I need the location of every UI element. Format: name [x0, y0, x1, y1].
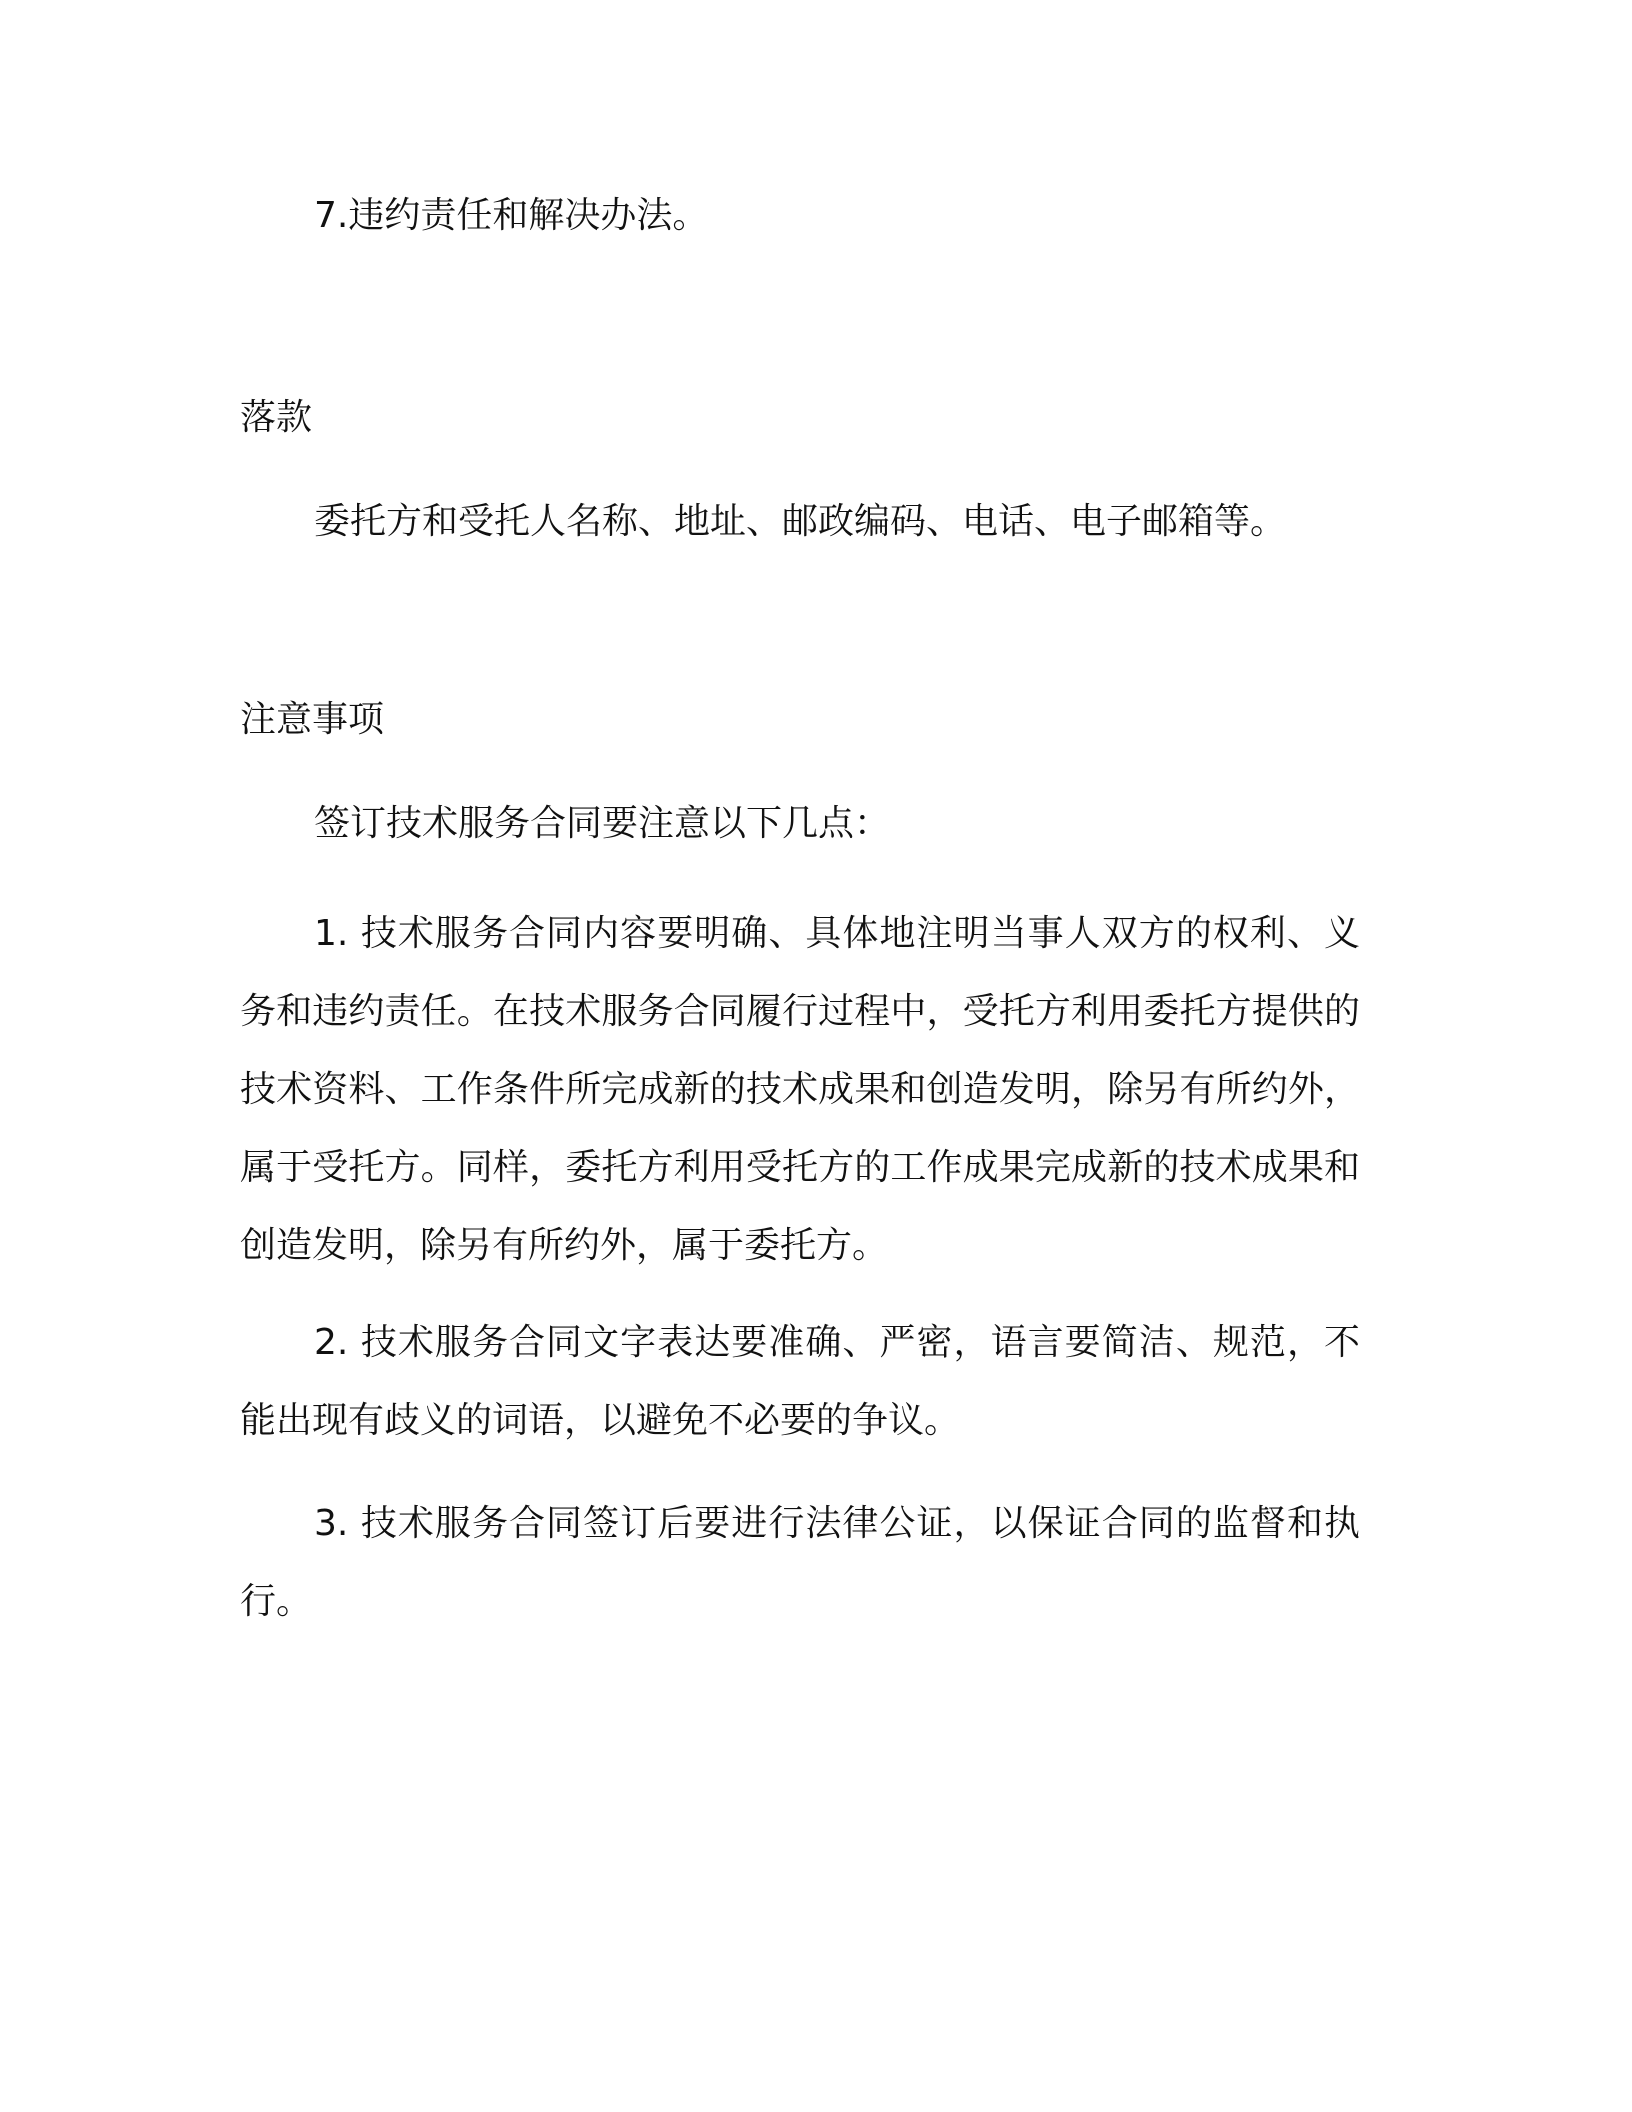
- notes-heading: 注意事项: [240, 699, 385, 740]
- signature-text: 委托方和受托人名称、地址、邮政编码、电话、电子邮箱等。: [314, 501, 1287, 542]
- note-1-paragraph: 1. 技术服务合同内容要明确、具体地注明当事人双方的权利、义务和违约责任。在技术服务合同履行过程中，受托方利用委托方提供的技术资料、工作条件所完成新的技术成果和创造发明，除另有所约外，属于受托方。同样，委托方利用受托方的工作成果完成新的技术成果和创造发明，除另有所约外，属于委托方。: [240, 913, 1360, 1266]
- item-7-text: 7.违约责任和解决办法。: [314, 195, 709, 236]
- notes-intro: 签订技术服务合同要注意以下几点：: [314, 803, 891, 844]
- note-2-paragraph: 2. 技术服务合同文字表达要准确、严密，语言要简洁、规范，不能出现有歧义的词语，以避免不必要的争议。: [240, 1322, 1360, 1441]
- note-3-paragraph: 3. 技术服务合同签订后要进行法律公证，以保证合同的监督和执行。: [240, 1503, 1360, 1622]
- signature-heading: 落款: [240, 397, 313, 438]
